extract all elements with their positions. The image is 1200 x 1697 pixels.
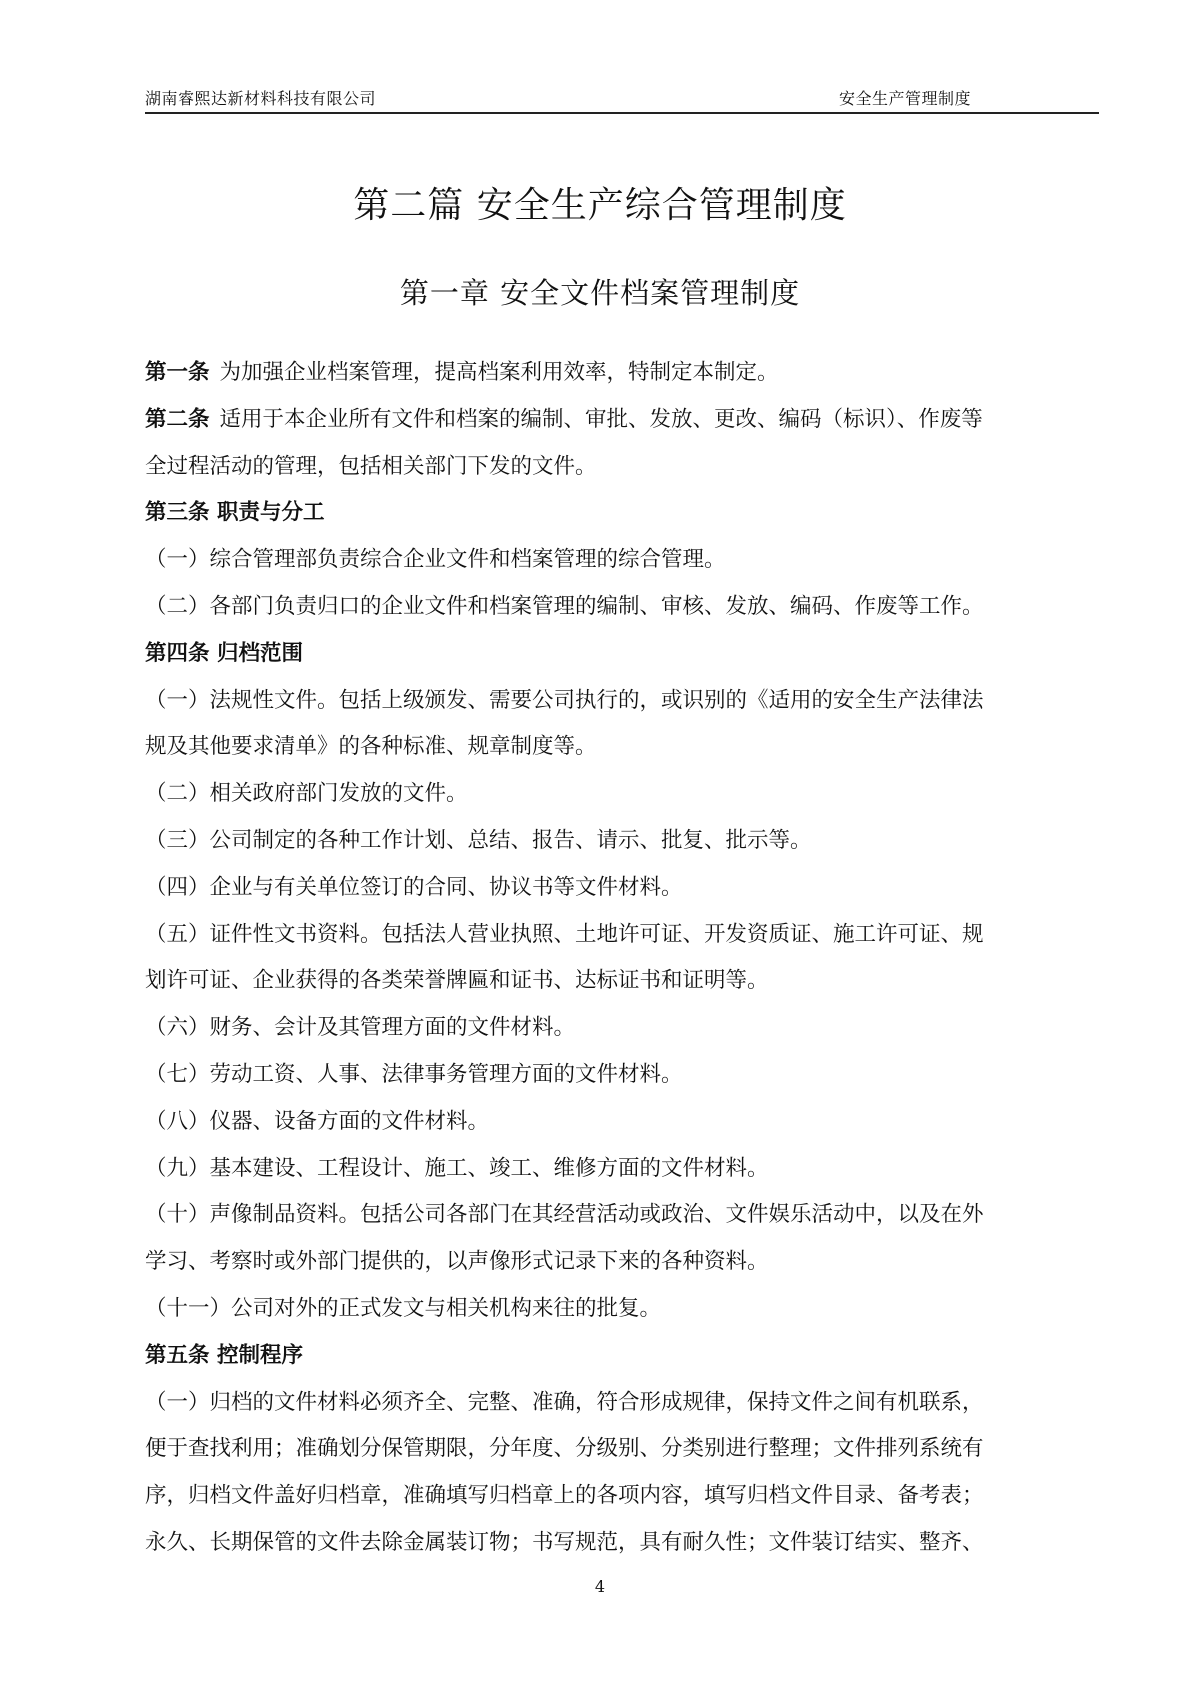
text-line	[145, 1005, 1095, 1052]
text-line	[145, 1146, 1095, 1193]
text-line	[145, 490, 1095, 537]
line-text: （一）综合管理部负责综合企业文件和档案管理的综合管理。	[145, 547, 726, 573]
chapter-title: 第一章 安全文件档案管理制度	[399, 276, 801, 310]
line-text: 为加强企业档案管理，提高档案利用效率，特制定本制定。	[219, 360, 779, 385]
article-heading: 第四条 归档范围	[145, 640, 303, 666]
text-line	[145, 958, 1095, 1005]
text-line	[145, 397, 1095, 444]
header-document-title: 安全生产管理制度	[838, 89, 971, 108]
text-line	[145, 1333, 1095, 1380]
line-text: （五）证件性文书资料。包括法人营业执照、土地许可证、开发资质证、施工许可证、规	[145, 921, 984, 947]
line-text: （十）声像制品资料。包括公司各部门在其经营活动或政治、文件娱乐活动中，以及在外	[145, 1202, 984, 1228]
text-line	[145, 1380, 1095, 1427]
text-line	[145, 350, 1095, 397]
text-line	[145, 818, 1095, 865]
text-line	[145, 1192, 1095, 1239]
text-line	[145, 537, 1095, 584]
text-line	[145, 1520, 1095, 1567]
line-text: （九）基本建设、工程设计、施工、竣工、维修方面的文件材料。	[145, 1155, 769, 1181]
line-text: 便于查找利用；准确划分保管期限，分年度、分级别、分类别进行整理；文件排列系统有	[145, 1436, 984, 1462]
part-title: 第二篇 安全生产综合管理制度	[353, 185, 847, 226]
line-text: 学习、考察时或外部门提供的，以声像形式记录下来的各种资料。	[145, 1249, 769, 1275]
header-company-name: 湖南睿熙达新材料科技有限公司	[145, 89, 377, 108]
line-text: （三）公司制定的各种工作计划、总结、报告、请示、批复、批示等。	[145, 827, 812, 853]
article-heading: 第五条 控制程序	[145, 1342, 303, 1368]
article-heading: 第三条 职责与分工	[145, 500, 325, 526]
text-line	[145, 1286, 1095, 1333]
text-line	[145, 771, 1095, 818]
line-text: （八）仪器、设备方面的文件材料。	[145, 1108, 490, 1134]
line-text: 适用于本企业所有文件和档案的编制、审批、发放、更改、编码（标识）、作废等	[219, 406, 983, 432]
text-line	[145, 1099, 1095, 1146]
line-text: （一）归档的文件材料必须齐全、完整、准确，符合形成规律，保持文件之间有机联系，	[145, 1389, 984, 1415]
text-line	[145, 631, 1095, 678]
line-text: 永久、长期保管的文件去除金属装订物；书写规范，具有耐久性；文件装订结实、整齐、	[145, 1529, 984, 1555]
line-text: （一）法规性文件。包括上级颁发、需要公司执行的，或识别的《适用的安全生产法律法	[145, 687, 984, 713]
line-text: 规及其他要求清单》的各种标准、规章制度等。	[145, 734, 597, 760]
line-text: 序，归档文件盖好归档章，准确填写归档章上的各项内容，填写归档文件目录、备考表；	[145, 1483, 984, 1509]
page-number: 4	[594, 1577, 606, 1596]
text-line	[145, 724, 1095, 771]
text-line	[145, 912, 1095, 959]
line-text: （七）劳动工资、人事、法律事务管理方面的文件材料。	[145, 1061, 683, 1087]
line-text: 全过程活动的管理，包括相关部门下发的文件。	[145, 453, 597, 479]
line-text: （六）财务、会计及其管理方面的文件材料。	[145, 1015, 576, 1041]
text-line	[145, 1239, 1095, 1286]
text-line	[145, 444, 1095, 491]
text-line	[145, 678, 1095, 725]
line-text: （二）相关政府部门发放的文件。	[145, 781, 468, 807]
text-line	[145, 1052, 1095, 1099]
text-line	[145, 865, 1095, 912]
line-text: （四）企业与有关单位签订的合同、协议书等文件材料。	[145, 874, 683, 900]
page-header	[145, 82, 1099, 114]
line-text: （十一）公司对外的正式发文与相关机构来往的批复。	[145, 1295, 662, 1321]
line-text: 划许可证、企业获得的各类荣誉牌匾和证书、达标证书和证明等。	[145, 968, 769, 994]
text-line	[145, 1426, 1095, 1473]
text-line	[145, 584, 1095, 631]
line-text: （二）各部门负责归口的企业文件和档案管理的编制、审核、发放、编码、作废等工作。	[145, 593, 984, 619]
article-number: 第二条	[145, 406, 210, 432]
article-number: 第一条	[145, 360, 210, 385]
document-body	[145, 350, 1095, 1567]
text-line	[145, 1473, 1095, 1520]
